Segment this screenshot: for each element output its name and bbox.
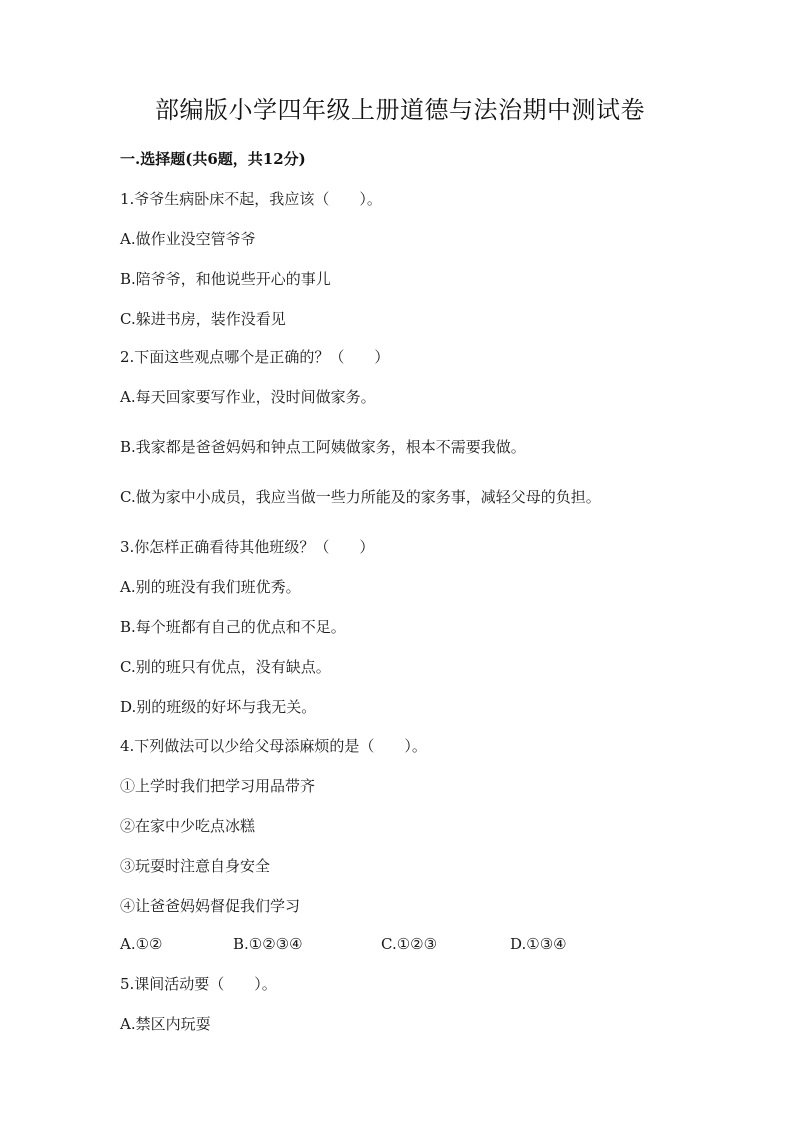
question-3-option-a: A.别的班没有我们班优秀。 <box>120 578 301 596</box>
question-2-option-b: B.我家都是爸爸妈妈和钟点工阿姨做家务，根本不需要我做。 <box>120 438 526 456</box>
question-5-option-a: A.禁区内玩耍 <box>120 1015 211 1033</box>
question-1-option-c: C.躲进书房，装作没看见 <box>120 310 286 328</box>
question-4-option-d: D.①③④ <box>510 935 567 953</box>
question-4-option-b: B.①②③④ <box>233 935 303 953</box>
question-4-statement-3: ③玩耍时注意自身安全 <box>120 857 271 875</box>
question-4-statement-4: ④让爸爸妈妈督促我们学习 <box>120 897 301 915</box>
page-title: 部编版小学四年级上册道德与法治期中测试卷 <box>155 96 645 124</box>
question-1-option-b: B.陪爷爷，和他说些开心的事儿 <box>120 270 331 288</box>
question-4-option-c: C.①②③ <box>381 935 438 953</box>
question-5-stem: 5.课间活动要（ ）。 <box>120 975 277 993</box>
question-3-stem: 3.你怎样正确看待其他班级？（ ） <box>120 538 375 556</box>
question-3-option-d: D.别的班级的好坏与我无关。 <box>120 698 317 716</box>
question-1-stem: 1.爷爷生病卧床不起，我应该（ ）。 <box>120 190 382 208</box>
question-4-statement-2: ②在家中少吃点冰糕 <box>120 817 256 835</box>
question-2-option-a: A.每天回家要写作业，没时间做家务。 <box>120 388 376 406</box>
question-2-stem: 2.下面这些观点哪个是正确的？（ ） <box>120 348 390 366</box>
question-4-option-a: A.①② <box>120 935 163 953</box>
question-4-statement-1: ①上学时我们把学习用品带齐 <box>120 777 316 795</box>
question-3-option-b: B.每个班都有自己的优点和不足。 <box>120 618 346 636</box>
section-heading: 一.选择题(共6题，共12分) <box>120 150 306 168</box>
question-1-option-a: A.做作业没空管爷爷 <box>120 230 256 248</box>
question-3-option-c: C.别的班只有优点，没有缺点。 <box>120 658 331 676</box>
question-4-stem: 4.下列做法可以少给父母添麻烦的是（ ）。 <box>120 737 427 755</box>
question-2-option-c: C.做为家中小成员，我应当做一些力所能及的家务事，减轻父母的负担。 <box>120 488 601 506</box>
